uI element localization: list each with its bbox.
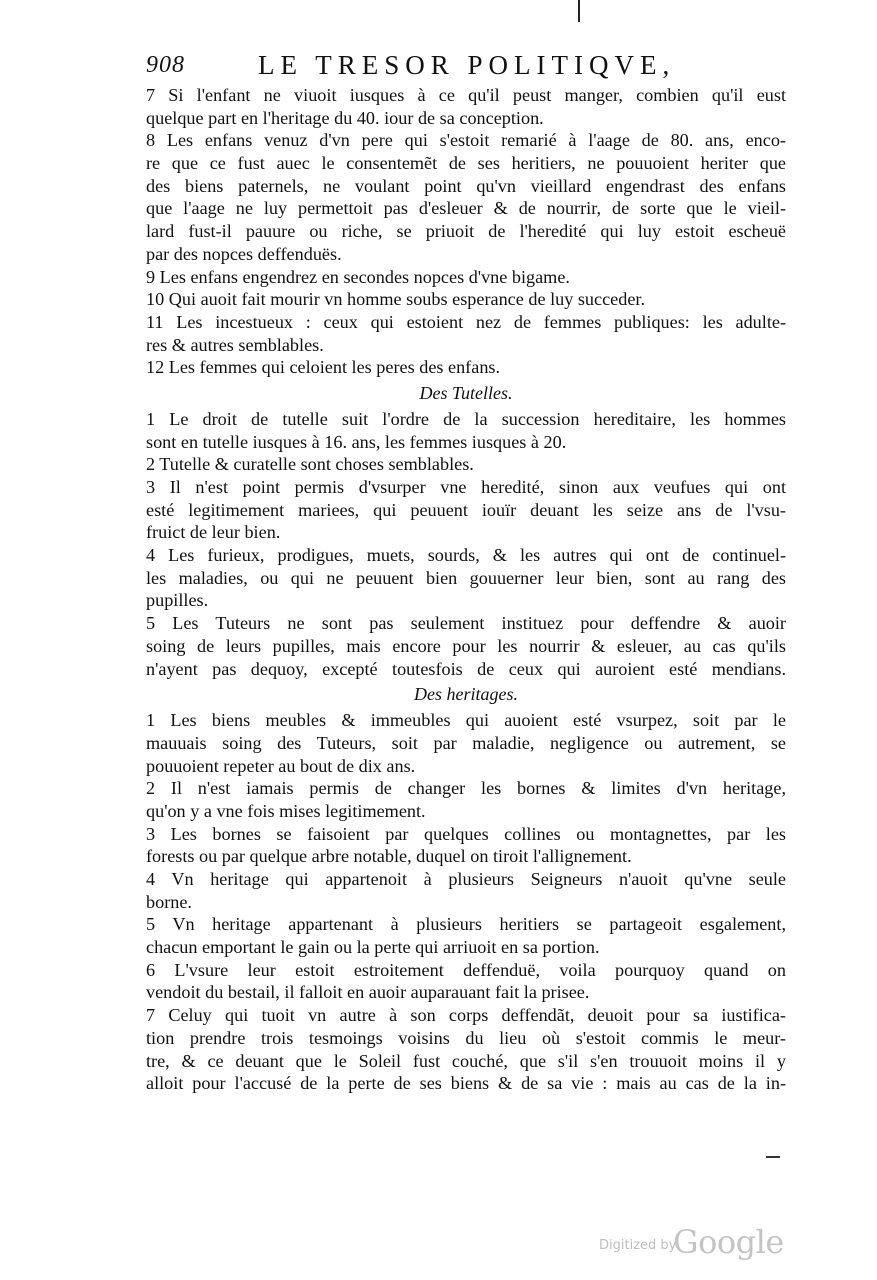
section-heading: Des heritages. bbox=[414, 684, 518, 705]
text-line: des biens paternels, ne voulant point qu'vn vieillard engendrast des enfans bbox=[146, 175, 786, 196]
text-line: 1 Le droit de tutelle suit l'ordre de la succession hereditaire, les hommes bbox=[146, 408, 786, 429]
text-line: 12 Les femmes qui celoient les peres des enfans. bbox=[146, 357, 501, 378]
text-line: 9 Les enfans engendrez en secondes nopces d'vne bigame. bbox=[146, 266, 570, 287]
text-line: forests ou par quelque arbre notable, duquel on tiroit l'allignement. bbox=[146, 846, 632, 867]
watermark-caption: Digitized by bbox=[599, 1238, 677, 1253]
text-line: par des nopces deffenduës. bbox=[146, 243, 342, 264]
text-line: mauuais soing des Tuteurs, soit par maladie, negligence ou autrement, se bbox=[146, 732, 786, 753]
text-line: n'ayent pas dequoy, excepté toutesfois de ceux qui auroient esté mendians. bbox=[146, 658, 786, 679]
text-line: 4 Les furieux, prodigues, muets, sourds, & les autres qui ont de continuel- bbox=[146, 545, 786, 566]
text-line: chacun emportant le gain ou la perte qui arriuoit en sa portion. bbox=[146, 937, 600, 958]
text-line: vendoit du bestail, il falloit en auoir auparauant fait la prisee. bbox=[146, 982, 590, 1003]
text-line: pouuoient repeter au bout de dix ans. bbox=[146, 755, 416, 776]
running-head bbox=[146, 50, 786, 84]
section-heading: Des Tutelles. bbox=[419, 382, 513, 403]
text-line: 4 Vn heritage qui appartenoit à plusieurs Seigneurs n'auoit qu'vne seule bbox=[146, 869, 786, 889]
text-line: tion prendre trois tesmoings voisins du lieu où s'estoit commis le meur- bbox=[146, 1027, 786, 1048]
text-line: lard fust-il pauure ou riche, se priuoit de l'heredité qui luy estoit escheuë bbox=[146, 221, 786, 242]
text-line: 7 Si l'enfant ne viuoit iusques à ce qu'il peust manger, combien qu'il eust bbox=[146, 85, 786, 105]
text-line: 1 Les biens meubles & immeubles qui auoient esté vsurpez, soit par le bbox=[146, 710, 786, 731]
text-line: que l'aage ne luy permettoit pas d'esleuer & de nourrir, de sorte que le vieil- bbox=[146, 198, 786, 219]
text-line: 2 Il n'est iamais permis de changer les bornes & limites d'vn heritage, bbox=[146, 778, 786, 799]
text-line: qu'on y a vne fois mises legitimement. bbox=[146, 800, 426, 821]
text-line: 10 Qui auoit fait mourir vn homme soubs esperance de luy succeder. bbox=[146, 289, 646, 310]
text-line: alloit pour l'accusé de la perte de ses biens & de sa vie : mais au cas de la in- bbox=[146, 1073, 786, 1094]
text-line: tre, & ce deuant que le Soleil fust couché, que s'il s'en trouuoit moins il y bbox=[146, 1050, 786, 1071]
text-line: 6 L'vsure leur estoit estroitement deffenduë, voila pourquoy quand on bbox=[146, 959, 786, 980]
text-line: 2 Tutelle & curatelle sont choses semblables. bbox=[146, 454, 474, 475]
google-logo: Google bbox=[673, 1223, 784, 1261]
text-line: res & autres semblables. bbox=[146, 334, 324, 355]
text-line: 7 Celuy qui tuoit vn autre à son corps deffendãt, deuoit pour sa iustifica- bbox=[146, 1005, 786, 1026]
text-line: fruict de leur bien. bbox=[146, 522, 281, 543]
text-line: re que ce fust auec le consentemẽt de ses heritiers, ne pouuoient heriter que bbox=[146, 153, 786, 174]
text-line: 8 Les enfans venuz d'vn pere qui s'estoit remarié à l'aage de 80. ans, enco- bbox=[146, 130, 786, 151]
text-line: soing de leurs pupilles, mais encore pour les nourrir & esleuer, au cas qu'ils bbox=[146, 635, 786, 656]
text-line: borne. bbox=[146, 891, 192, 912]
text-line: pupilles. bbox=[146, 590, 209, 611]
text-line: les maladies, ou qui ne peuuent bien gouuerner leur bien, sont au rang des bbox=[146, 567, 786, 588]
text-line: 3 Il n'est point permis d'vsurper vne heredité, sinon aux veufues qui ont bbox=[146, 477, 786, 497]
text-line: 5 Vn heritage appartenant à plusieurs heritiers se partageoit esgalement, bbox=[146, 914, 786, 935]
text-line: 11 Les incestueux : ceux qui estoient nez de femmes publiques: les adulte- bbox=[146, 311, 786, 332]
body-text bbox=[146, 84, 786, 1095]
text-line: 3 Les bornes se faisoient par quelques collines ou montagnettes, par les bbox=[146, 823, 786, 844]
text-line: sont en tutelle iusques à 16. ans, les femmes iusques à 20. bbox=[146, 431, 567, 452]
page-number: 908 bbox=[146, 52, 185, 78]
running-title: LE TRESOR POLITIQVE, bbox=[258, 50, 676, 80]
catchword-mark bbox=[766, 1156, 780, 1158]
digitized-watermark bbox=[599, 1223, 789, 1263]
text-line: esté legitimement mariees, qui peuuent iouïr deuant les seize ans de l'vsu- bbox=[146, 499, 786, 520]
text-line: quelque part en l'heritage du 40. iour de sa conception. bbox=[146, 107, 544, 128]
text-line: 5 Les Tuteurs ne sont pas seulement instituez pour deffendre & auoir bbox=[146, 613, 786, 634]
page-edge-mark bbox=[578, 0, 583, 22]
